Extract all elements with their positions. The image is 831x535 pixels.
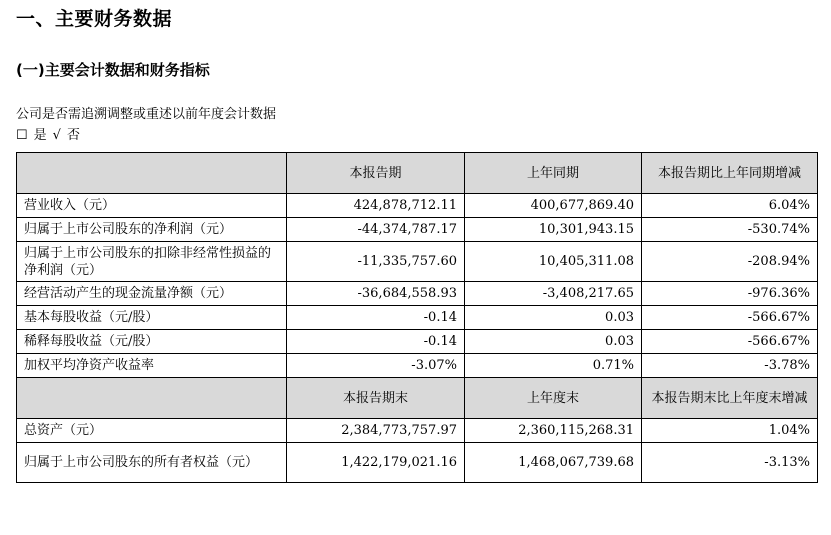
current-value: -44,374,787.17 [287,218,465,242]
prior-value: 0.03 [465,306,642,330]
row-label: 归属于上市公司股东的所有者权益（元） [17,443,287,483]
subsection-title: (一)主要会计数据和财务指标 [16,61,210,79]
prior-value: 2,360,115,268.31 [465,419,642,443]
key-financial-data-table [16,152,818,483]
header-cell-period-end: 本报告期末 [287,378,465,419]
section-title: 一、主要财务数据 [16,8,173,30]
header-cell-blank [17,153,287,194]
prior-value: 0.03 [465,330,642,354]
table-header-row [17,378,818,419]
header-cell-change: 本报告期比上年同期增减 [642,153,818,194]
change-value: 1.04% [642,419,818,443]
prior-value: 10,301,943.15 [465,218,642,242]
prior-value: -3,408,217.65 [465,282,642,306]
table-row [17,354,818,378]
table-row [17,194,818,218]
no-checkmark-icon: √ [52,128,61,143]
header-cell-prior-year-end: 上年度末 [465,378,642,419]
current-value: -0.14 [287,330,465,354]
yes-checkbox: ☐ [16,128,28,143]
change-value: -3.78% [642,354,818,378]
change-value: -566.67% [642,330,818,354]
change-value: -566.67% [642,306,818,330]
restatement-options [16,127,86,145]
row-label: 归属于上市公司股东的净利润（元） [17,218,287,242]
current-value: -3.07% [287,354,465,378]
change-value: -3.13% [642,443,818,483]
row-label: 稀释每股收益（元/股） [17,330,287,354]
change-value: -530.74% [642,218,818,242]
prior-value: 10,405,311.08 [465,242,642,282]
current-value: 1,422,179,021.16 [287,443,465,483]
change-value: -976.36% [642,282,818,306]
row-label: 营业收入（元） [17,194,287,218]
header-cell-prior-period: 上年同期 [465,153,642,194]
header-cell-current-period: 本报告期 [287,153,465,194]
row-label: 归属于上市公司股东的扣除非经常性损益的净利润（元） [17,242,287,282]
header-cell-blank [17,378,287,419]
table-row [17,330,818,354]
prior-value: 400,677,869.40 [465,194,642,218]
current-value: 424,878,712.11 [287,194,465,218]
row-label: 基本每股收益（元/股） [17,306,287,330]
change-value: -208.94% [642,242,818,282]
table-row [17,443,818,483]
current-value: -36,684,558.93 [287,282,465,306]
current-value: -0.14 [287,306,465,330]
prior-value: 0.71% [465,354,642,378]
restatement-question: 公司是否需追溯调整或重述以前年度会计数据 [16,107,277,122]
row-label: 总资产（元） [17,419,287,443]
table-row [17,242,818,282]
header-cell-change: 本报告期末比上年度末增减 [642,378,818,419]
row-label: 加权平均净资产收益率 [17,354,287,378]
prior-value: 1,468,067,739.68 [465,443,642,483]
change-value: 6.04% [642,194,818,218]
table-header-row [17,153,818,194]
yes-label: 是 [33,128,47,143]
table-row [17,419,818,443]
table-row [17,306,818,330]
no-label: 否 [66,128,80,143]
current-value: 2,384,773,757.97 [287,419,465,443]
row-label: 经营活动产生的现金流量净额（元） [17,282,287,306]
table-row [17,218,818,242]
table-row [17,282,818,306]
current-value: -11,335,757.60 [287,242,465,282]
